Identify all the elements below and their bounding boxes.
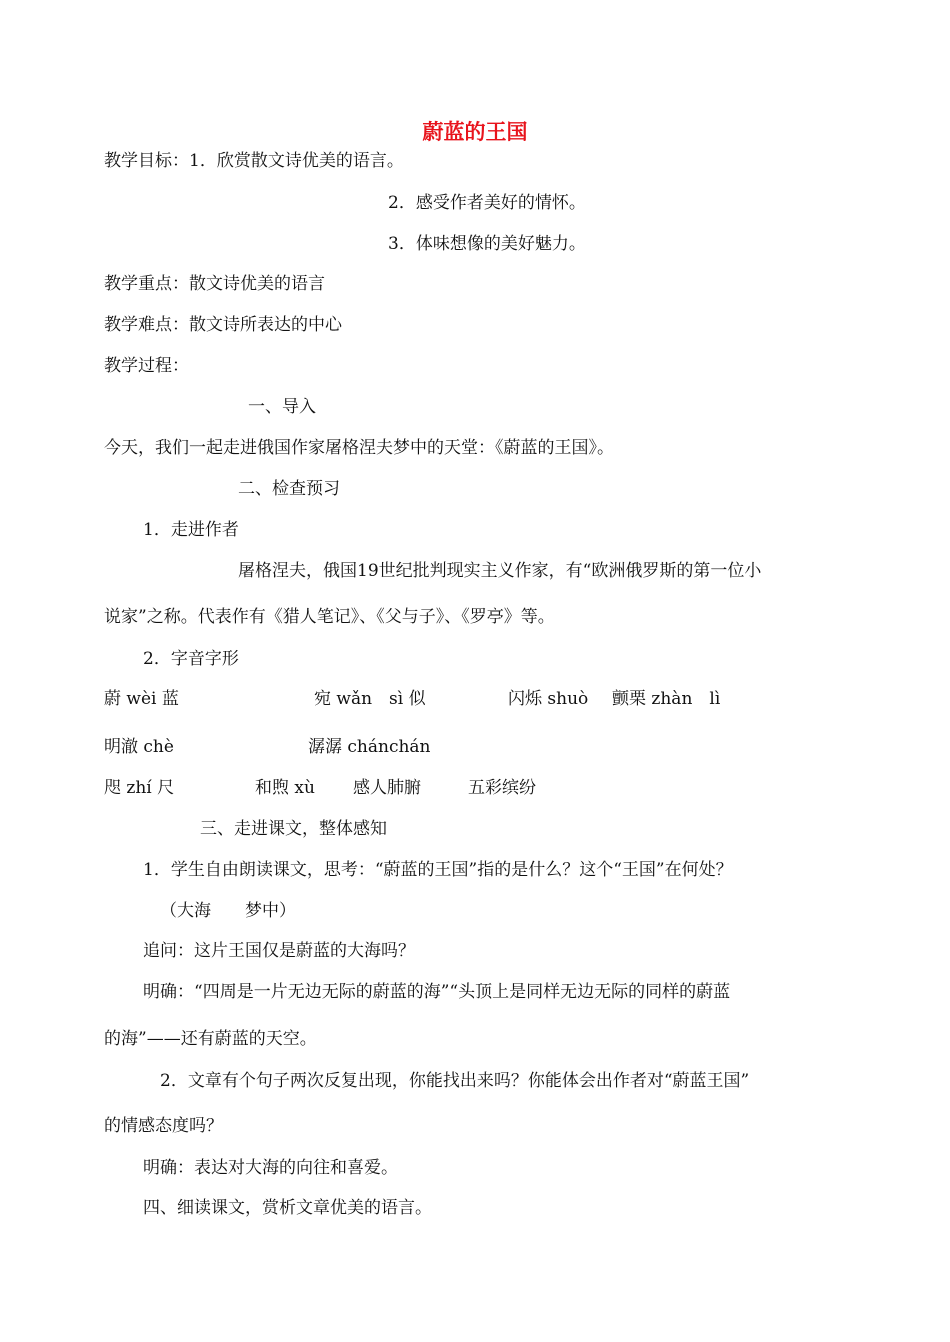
clarify1-line-1: 明确：“四周是一片无边无际的蔚蓝的海”“头顶上是同样无边无际的同样的蔚蓝 [143,982,731,1002]
vocab-item: 明澈 chè [104,737,174,757]
process-label: 教学过程： [104,356,189,376]
section3-a1: （大海 梦中） [160,901,296,921]
author-line-1: 屠格涅夫，俄国19世纪批判现实主义作家，有“欧洲俄罗斯的第一位小 [238,561,762,581]
vocab-item: 潺潺 chánchán [308,737,431,757]
vocab-item: 颤栗 zhàn lì [612,689,721,709]
section1-text: 今天，我们一起走进俄国作家屠格涅夫梦中的天堂：《蔚蓝的王国》。 [104,438,614,458]
vocab-item: 蔚 wèi 蓝 [104,689,179,709]
objective-item-1: 1．欣赏散文诗优美的语言。 [189,151,404,171]
section2-sub2: 2．字音字形 [143,649,239,669]
objectives-label: 教学目标： [104,151,189,171]
section4-heading: 四、细读课文，赏析文章优美的语言。 [143,1198,432,1218]
objective-item-3: 3．体味想像的美好魅力。 [388,234,586,254]
vocab-item: 咫 zhí 尺 [104,778,175,798]
objective-item-2: 2．感受作者美好的情怀。 [388,193,586,213]
vocab-item: 和煦 xù [255,778,315,798]
vocab-item: 闪烁 shuò [508,689,589,709]
section3-heading: 三、走进课文，整体感知 [200,819,387,839]
q2-line-1: 2．文章有个句子两次反复出现，你能找出来吗？你能体会出作者对“蔚蓝王国” [160,1071,750,1091]
section3-followup: 追问：这片王国仅是蔚蓝的大海吗？ [143,941,415,961]
author-line-2: 说家”之称。代表作有《猎人笔记》、《父与子》、《罗亭》等。 [104,607,555,627]
section3-q1: 1．学生自由朗读课文，思考：“蔚蓝的王国”指的是什么？这个“王国”在何处？ [143,860,733,880]
section2-heading: 二、检查预习 [238,479,340,499]
clarify2: 明确：表达对大海的向往和喜爱。 [143,1158,398,1178]
objectives-line-1 [104,150,404,172]
q2-line-2: 的情感态度吗？ [104,1116,223,1136]
section2-sub1: 1．走进作者 [143,520,239,540]
vocab-item: 宛 wǎn sì 似 [314,689,426,709]
vocab-item: 五彩缤纷 [468,778,536,798]
section1-heading: 一、导入 [248,397,316,417]
vocab-item: 感人肺腑 [353,778,421,798]
document-title: 蔚蓝的王国 [422,120,528,144]
key-point: 教学重点：散文诗优美的语言 [104,274,325,294]
clarify1-line-2: 的海”——还有蔚蓝的天空。 [104,1029,317,1049]
difficulty: 教学难点：散文诗所表达的中心 [104,315,342,335]
